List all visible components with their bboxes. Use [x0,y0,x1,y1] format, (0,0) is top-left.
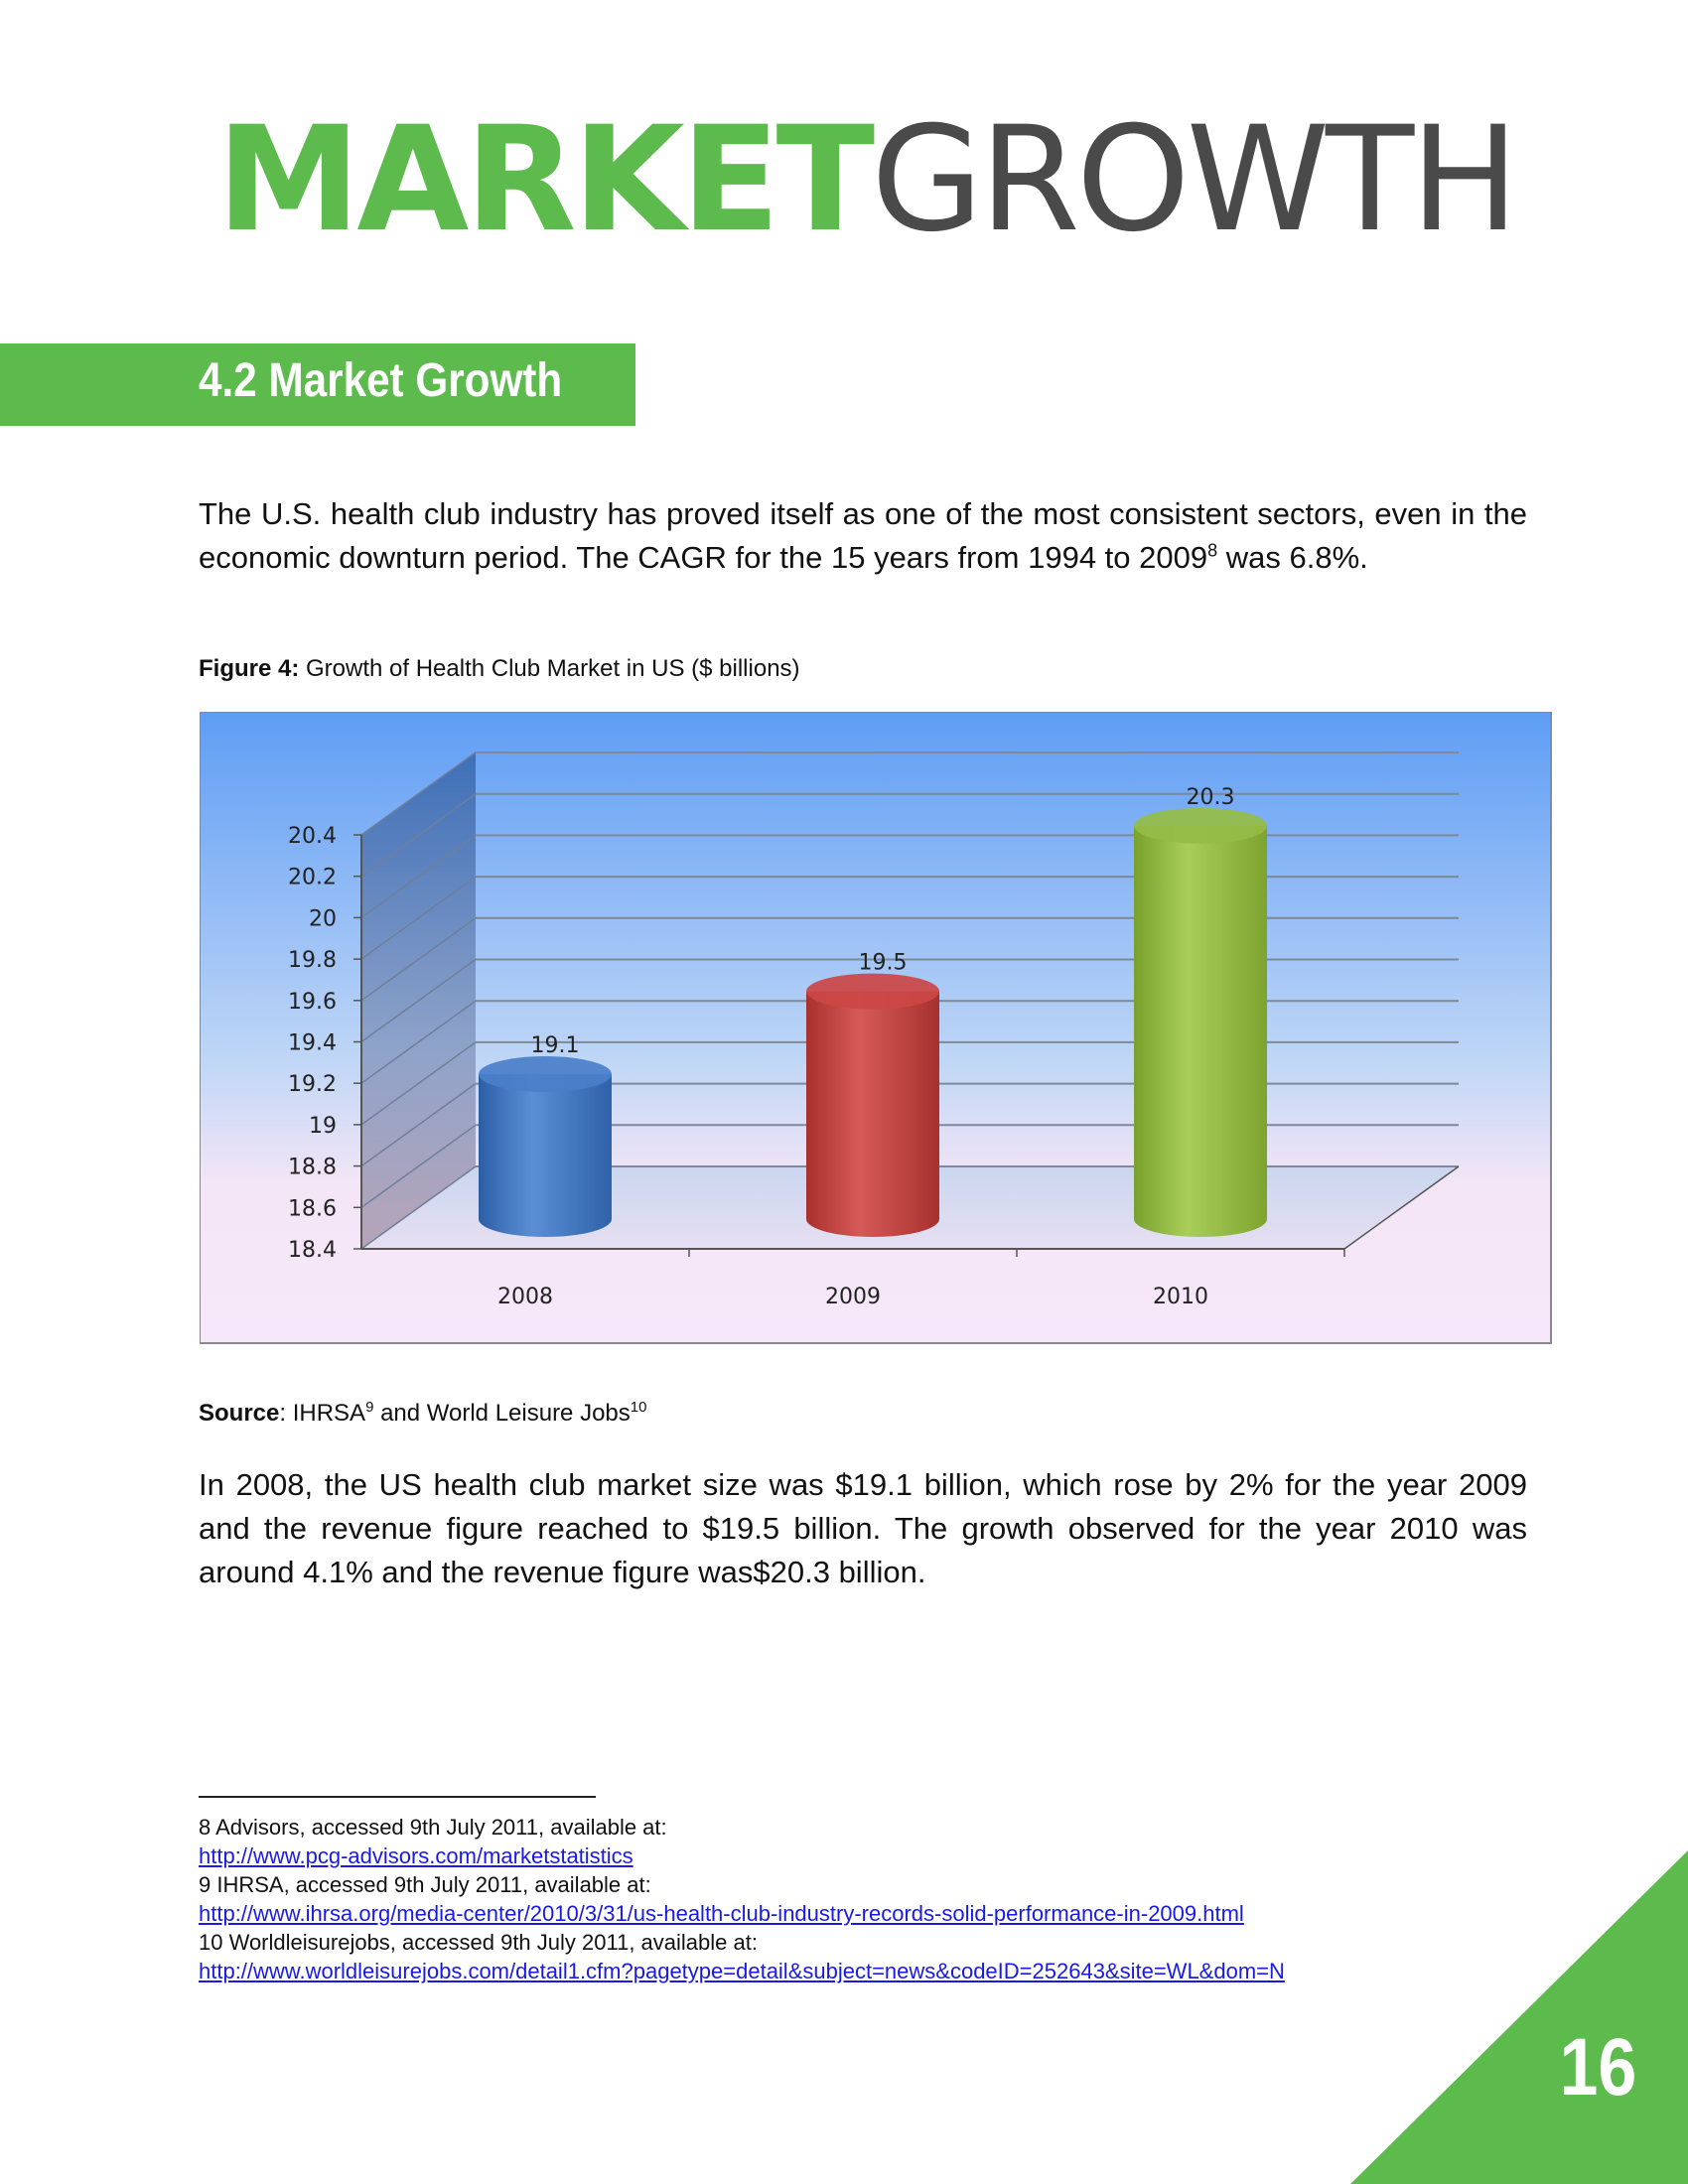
bar-group [1134,808,1267,1237]
section-heading: 4.2 Market Growth [199,354,563,407]
bar-top [479,1056,612,1092]
page-number: 16 [1559,2022,1636,2113]
footnote-8: 8 Advisors, accessed 9th July 2011, available at: [199,1815,667,1840]
summary-paragraph: In 2008, the US health club market size was $19.1 billion, which rose by 2% for the year 2009 and the revenue figure reached to $19.5 billion. The growth observed for the year 2010 was around 4.1% and the revenue figure was$20.3 billion. [199,1467,1527,1589]
y-tick-label: 18.4 [288,1238,337,1263]
y-tick-label: 20.2 [288,865,337,890]
y-tick-label: 19.4 [288,1030,337,1056]
figure-caption [199,655,800,683]
data-label: 19.1 [530,1033,580,1059]
source-line [199,1400,646,1428]
figure-label: Figure 4: [199,655,300,682]
y-tick-label: 18.8 [288,1155,337,1180]
bar [479,1074,612,1237]
bar-group [479,1056,612,1237]
footnote-10: 10 Worldleisurejobs, accessed 9th July 2011, available at: [199,1930,758,1955]
bar-top [806,974,939,1010]
y-tick-label: 20.4 [288,824,337,849]
x-tick-label: 2009 [825,1285,881,1309]
bar-top [1134,808,1267,844]
source-text-1: : IHRSA [279,1400,366,1427]
y-tick-label: 18.6 [288,1196,337,1222]
y-tick-label: 19.2 [288,1072,337,1098]
bar [1134,826,1267,1237]
page-corner-triangle [1350,1850,1688,2184]
footnote-9-link[interactable]: http://www.ihrsa.org/media-center/2010/3/31/us-health-club-industry-records-solid-performance-in-2009.html [199,1901,1244,1926]
data-label: 19.5 [858,950,908,976]
x-tick-label: 2010 [1153,1285,1208,1309]
y-tick-label: 20 [309,906,337,932]
footnote-divider [199,1796,596,1798]
bar-group [806,974,939,1237]
y-tick-label: 19 [309,1113,337,1139]
section-heading-bar [0,343,635,426]
footnote-ref-9[interactable]: 9 [365,1399,374,1416]
masthead [216,95,1515,264]
x-tick-label: 2008 [497,1285,553,1309]
intro-text-end: was 6.8%. [1217,540,1368,575]
y-tick-label: 19.8 [288,948,337,974]
source-label: Source [199,1400,280,1427]
footnotes [199,1813,1285,1985]
footnote-ref-8[interactable]: 8 [1207,540,1218,561]
footnote-8-link[interactable]: http://www.pcg-advisors.com/marketstatistics [199,1843,633,1868]
y-tick-label: 19.6 [288,989,337,1015]
masthead-word-market: MARKET [216,95,872,264]
masthead-word-growth: GROWTH [871,95,1515,264]
intro-text: The U.S. health club industry has proved itself as one of the most consistent sectors, even in the economic downturn period. The CAGR for the 15 years from 1994 to 2009 [199,496,1527,575]
intro-paragraph [199,492,1527,580]
bar [806,992,939,1237]
footnote-ref-10[interactable]: 10 [630,1399,647,1416]
market-growth-chart [200,712,1552,1344]
footnote-9: 9 IHRSA, accessed 9th July 2011, available at: [199,1872,651,1897]
data-label: 20.3 [1186,784,1235,810]
source-text-2: and World Leisure Jobs [373,1400,631,1427]
footnote-10-link[interactable]: http://www.worldleisurejobs.com/detail1.cfm?pagetype=detail&subject=news&codeID=252643&site=WL&dom=N [199,1959,1285,1983]
figure-caption-text: Growth of Health Club Market in US ($ billions) [299,655,800,682]
